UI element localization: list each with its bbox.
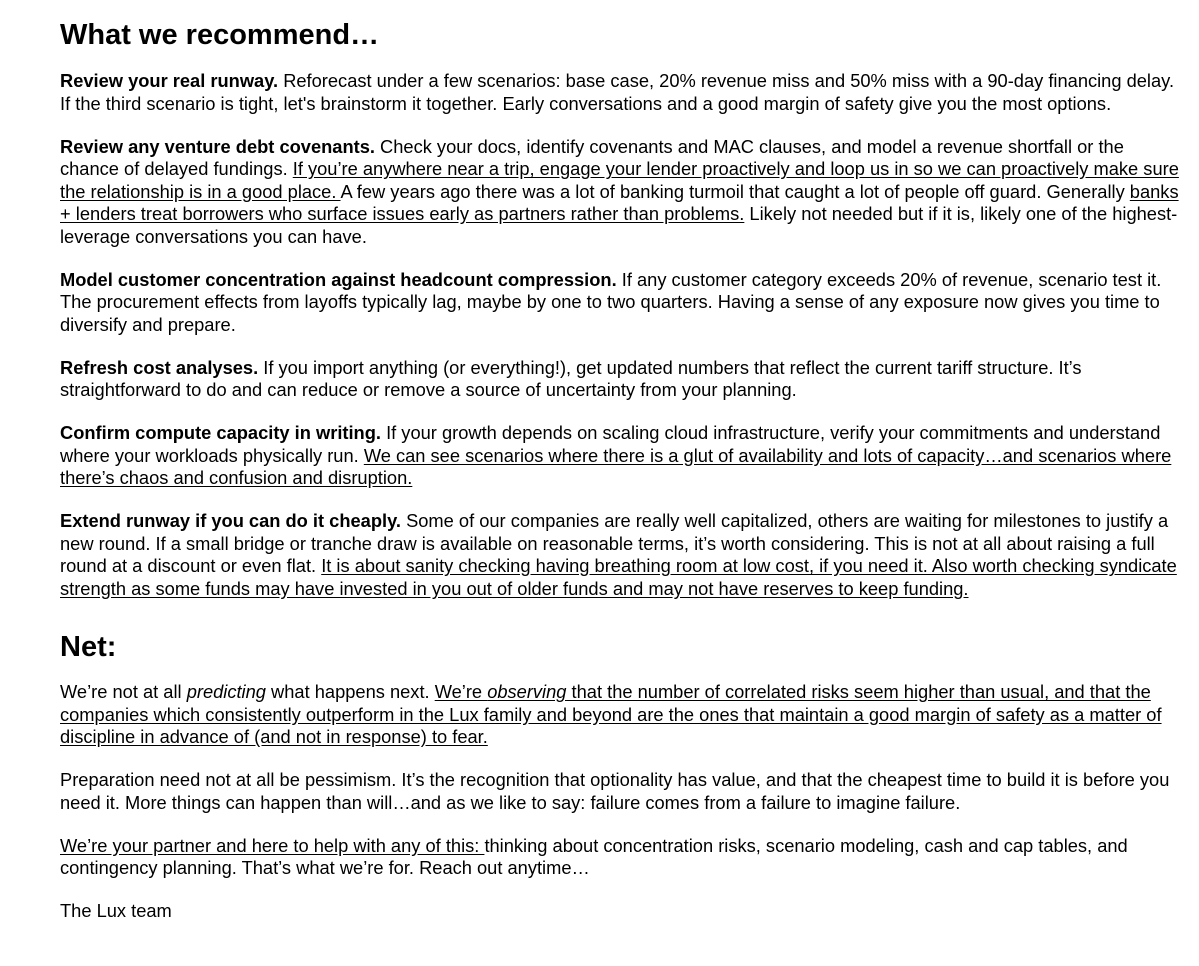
item-text: If any customer category exceeds 20% of revenue, scenario test it. The procurement effects from layoffs typically lag, maybe by one to two quarters. Having a sense of any exposure now gives you time to diversify and prepare. [60, 268, 1162, 335]
net-text: thinking about concentration risks, scenario modeling, cash and cap tables, and contingency planning. That’s what we’re for. Reach out anytime… [60, 834, 1128, 878]
net-italic-text: predicting [186, 681, 266, 702]
item-underlined-text: It is about sanity checking having breathing room at low cost, if you need it. Also worth checking syndicate strength as some funds may have invested in you out of older funds and may not have reserves to keep funding. [60, 555, 1177, 599]
signoff: The Lux team [60, 900, 172, 921]
recommend-item-concentration [60, 269, 1185, 337]
item-lead: Review any venture debt covenants. [60, 135, 375, 157]
net-paragraph-3 [60, 835, 1185, 880]
item-text: Likely not needed but if it is, likely one of the highest-leverage conversations you can have. [60, 203, 1178, 247]
recommend-item-covenants [60, 136, 1185, 249]
net-heading: Net: [60, 631, 117, 663]
item-lead: Refresh cost analyses. [60, 356, 259, 378]
net-underlined-part: that the number of correlated risks seem higher than usual, and that the companies which consistently outperform in the Lux family and beyond are the ones that maintain a good margin of safety as a matter of discipline in advance of (and not in response) to fear. [60, 681, 1162, 747]
item-text: If you import anything (or everything!), get updated numbers that reflect the current tariff structure. It’s straightforward to do and can reduce or remove a source of uncertainty from your planning. [60, 356, 1082, 400]
item-text: If your growth depends on scaling cloud infrastructure, verify your commitments and understand where your workloads physically run. [60, 422, 1161, 466]
net-paragraph-1 [60, 681, 1185, 749]
net-underlined-text: We’re your partner and here to help with any of this: [60, 834, 485, 856]
recommend-item-cost [60, 357, 1185, 402]
net-paragraph-2: Preparation need not at all be pessimism. It’s the recognition that optionality has value, and that the cheapest time to build it is before you need it. More things can happen than will…and as we like to say: failure comes from a failure to imagine failure. [60, 769, 1170, 813]
net-text: We’re not at all [60, 681, 187, 702]
net-underlined-part: We’re [434, 681, 488, 702]
item-text: Check your docs, identify covenants and MAC clauses, and model a revenue shortfall or the chance of delayed fundings. [60, 135, 1124, 179]
recommend-item-runway [60, 70, 1185, 115]
recommend-item-compute [60, 422, 1185, 490]
item-text: Reforecast under a few scenarios: base case, 20% revenue miss and 50% miss with a 90-day financing delay. If the third scenario is tight, let's brainstorm it together. Early conversations and a good margin of safety give you the most options. [60, 70, 1175, 114]
item-underlined-text: If you’re anywhere near a trip, engage your lender proactively and loop us in so we can proactively make sure the relationship is in a good place. [60, 158, 1179, 202]
item-lead: Model customer concentration against headcount compression. [60, 268, 617, 290]
item-underlined-text: banks + lenders treat borrowers who surface issues early as partners rather than problems. [60, 180, 1179, 224]
item-lead: Extend runway if you can do it cheaply. [60, 510, 401, 531]
recommend-heading: What we recommend… [60, 19, 380, 51]
item-underlined-text: We can see scenarios where there is a glut of availability and lots of capacity…and scenarios where there’s chaos and confusion and disruption. [60, 444, 1172, 488]
net-text: what happens next. [265, 681, 435, 702]
item-lead: Confirm compute capacity in writing. [60, 422, 381, 443]
net-underlined-italic-text: observing [487, 681, 567, 702]
recommend-item-runway-extend [60, 510, 1185, 600]
item-text: Some of our companies are really well capitalized, others are waiting for milestones to justify a new round. If a small bridge or tranche draw is available on reasonable terms, it’s worth considering. This is not at all about raising a full round at a discount or even flat. [60, 510, 1169, 576]
item-lead: Review your real runway. [60, 70, 279, 91]
item-text: A few years ago there was a lot of banking turmoil that caught a lot of people off guard. Generally [340, 180, 1130, 202]
